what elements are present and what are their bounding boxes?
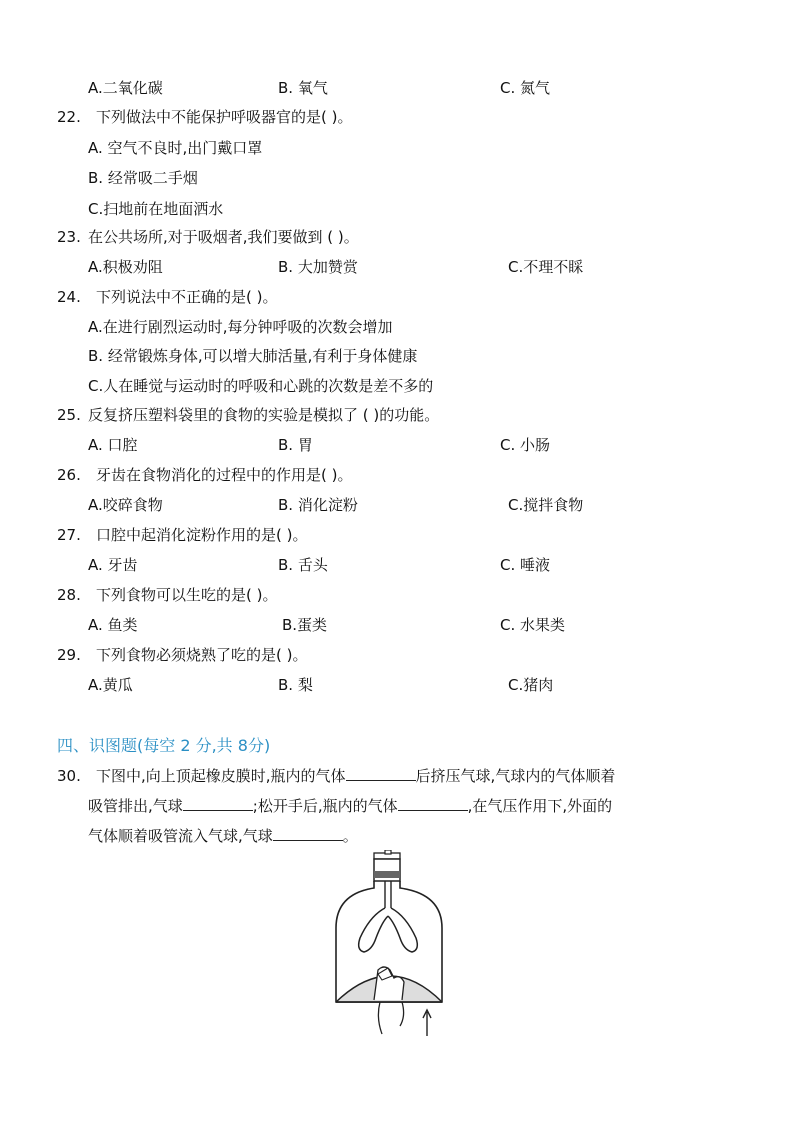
q21-option-b: B. 氧气 [278, 79, 328, 97]
q24-option-c: C.人在睡觉与运动时的呼吸和心跳的次数是差不多的 [88, 377, 434, 395]
q29-option-b: B. 梨 [278, 676, 313, 694]
question-number: 28. [57, 586, 81, 604]
question-text: 口腔中起消化淀粉作用的是( )。 [96, 526, 308, 544]
q25-option-b: B. 胃 [278, 436, 313, 454]
q22-option-c: C.扫地前在地面洒水 [88, 200, 224, 218]
q28-option-b: B.蛋类 [282, 616, 328, 634]
wrist-line [378, 1002, 382, 1034]
stopper-band [374, 871, 400, 878]
question-number: 30. [57, 767, 81, 785]
left-balloon [359, 908, 388, 952]
text-segment: 后挤压气球,气球内的气体顺着 [415, 767, 616, 785]
q21-option-a: A.二氧化碳 [88, 79, 163, 97]
q23-option-b: B. 大加赞赏 [278, 258, 358, 276]
question-number: 26. [57, 466, 81, 484]
q27-option-b: B. 舌头 [278, 556, 328, 574]
q27-option-a: A. 牙齿 [88, 556, 138, 574]
question-text: 下列食物可以生吃的是( )。 [96, 586, 278, 604]
q27-option-c: C. 唾液 [500, 556, 551, 574]
q22-option-b: B. 经常吸二手烟 [88, 169, 198, 187]
question-number: 29. [57, 646, 81, 664]
answer-blank-4[interactable] [273, 826, 343, 841]
q26-option-a: A.咬碎食物 [88, 496, 163, 514]
q23-option-a: A.积极劝阻 [88, 258, 163, 276]
q26-option-b: B. 消化淀粉 [278, 496, 358, 514]
lung-model-figure [330, 850, 450, 1040]
question-text [96, 766, 615, 786]
q24-option-a: A.在进行剧烈运动时,每分钟呼吸的次数会增加 [88, 318, 393, 336]
q26-option-c: C.搅拌食物 [508, 496, 584, 514]
q29-option-c: C.猪肉 [508, 676, 554, 694]
question-number: 24. [57, 288, 81, 306]
text-segment: 吸管排出,气球 [88, 797, 183, 815]
text-segment: ,在气压作用下,外面的 [467, 797, 613, 815]
text-segment: ;松开手后,瓶内的气体 [252, 797, 398, 815]
tube-tip [385, 850, 391, 854]
q29-option-a: A.黄瓜 [88, 676, 133, 694]
q21-option-c: C. 氮气 [500, 79, 551, 97]
question-text: 反复挤压塑料袋里的食物的实验是模拟了 ( )的功能。 [88, 406, 440, 424]
question-text: 下列食物必须烧熟了吃的是( )。 [96, 646, 308, 664]
section-title: 四、识图题(每空 2 分,共 8分) [57, 736, 271, 755]
q25-option-a: A. 口腔 [88, 436, 138, 454]
question-text: 在公共场所,对于吸烟者,我们要做到 ( )。 [88, 228, 359, 246]
q25-option-c: C. 小肠 [500, 436, 551, 454]
question-30-line-3 [88, 826, 358, 846]
q28-option-c: C. 水果类 [500, 616, 566, 634]
wrist-line-2 [400, 1002, 404, 1026]
q23-option-c: C.不理不睬 [508, 258, 584, 276]
question-number: 22. [57, 108, 81, 126]
q22-option-a: A. 空气不良时,出门戴口罩 [88, 139, 263, 157]
answer-blank-2[interactable] [183, 796, 253, 811]
text-segment: 。 [342, 827, 358, 845]
text-segment: 气体顺着吸管流入气球,气球 [88, 827, 273, 845]
answer-blank-1[interactable] [346, 766, 416, 781]
question-text: 下列做法中不能保护呼吸器官的是( )。 [96, 108, 353, 126]
question-number: 25. [57, 406, 81, 424]
answer-blank-3[interactable] [398, 796, 468, 811]
question-text: 牙齿在食物消化的过程中的作用是( )。 [96, 466, 353, 484]
q28-option-a: A. 鱼类 [88, 616, 138, 634]
question-30-line-2 [88, 796, 612, 816]
question-number: 27. [57, 526, 81, 544]
text-segment: 下图中,向上顶起橡皮膜时,瓶内的气体 [96, 767, 346, 785]
question-number: 23. [57, 228, 81, 246]
q24-option-b: B. 经常锻炼身体,可以增大肺活量,有利于身体健康 [88, 347, 418, 365]
right-balloon [388, 908, 417, 952]
question-text: 下列说法中不正确的是( )。 [96, 288, 278, 306]
